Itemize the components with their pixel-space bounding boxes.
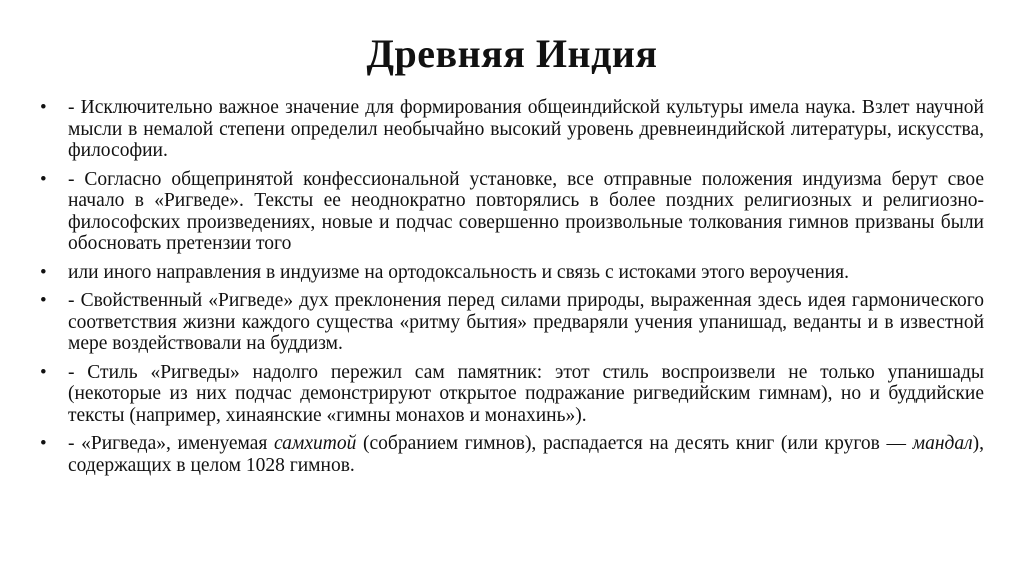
bullet-text: - Согласно общепринятой конфессиональной установке, все отправные положения индуизма берут свое начало в «Ригведе». Тексты ее неоднократно повторялись в более поздних религиозных и религиозно-философских произведениях, новые и подчас совершенно произвольные толкования гимнов призваны были обосновать претензии того: [68, 168, 984, 254]
italic-term-samhita: самхитой: [274, 433, 357, 454]
bullet-dot: •: [40, 168, 47, 190]
bullet-text: [68, 433, 984, 476]
italic-term-mandala: мандал: [912, 433, 973, 454]
bullet-text: - Стиль «Ригведы» надолго пережил сам памятник: этот стиль воспроизвели не только упанишады (некоторые из них подчас демонстрируют открытое подражание ригведийским гимнам), но и буддийские тексты (например, хинаянские «гимны монахов и монахинь»).: [68, 361, 984, 426]
bullet-item: [40, 362, 984, 427]
bullet-dot: •: [40, 290, 47, 311]
bullet-item: [40, 97, 984, 162]
bullet-item: [40, 433, 984, 476]
bullet-item: [40, 262, 984, 284]
bullet-dot: •: [40, 261, 47, 283]
bullet-text-part: - «Ригведа», именуемая: [68, 433, 275, 454]
bullet-dot: •: [40, 433, 47, 454]
bullet-item: [40, 169, 984, 255]
bullet-dot: •: [40, 97, 47, 118]
bullet-text: - Свойственный «Ригведе» дух преклонения перед силами природы, выраженная здесь идея гармонического соответствия жизни каждого существа «ритму бытия» предваряли учения упанишад, веданты и в известной мере воздействовали на буддизм.: [68, 290, 984, 354]
bullet-dot: •: [40, 361, 47, 383]
bullet-list: [40, 97, 984, 483]
bullet-text-part: ), содержащих в целом 1028 гимнов.: [68, 433, 984, 476]
bullet-text: или иного направления в индуизме на ортодоксальность и связь с истоками этого вероучения.: [68, 261, 850, 283]
bullet-item: [40, 290, 984, 355]
slide-title: Древняя Индия: [366, 31, 658, 76]
bullet-text-part: (собранием гимнов), распадается на десять книг (или кругов —: [356, 433, 913, 454]
bullet-text: - Исключительно важное значение для формирования общеиндийской культуры имела наука. Взлет научной мысли в немалой степени определил необычайно высокий уровень древнеиндийской литературы, искусства, философии.: [68, 97, 984, 161]
